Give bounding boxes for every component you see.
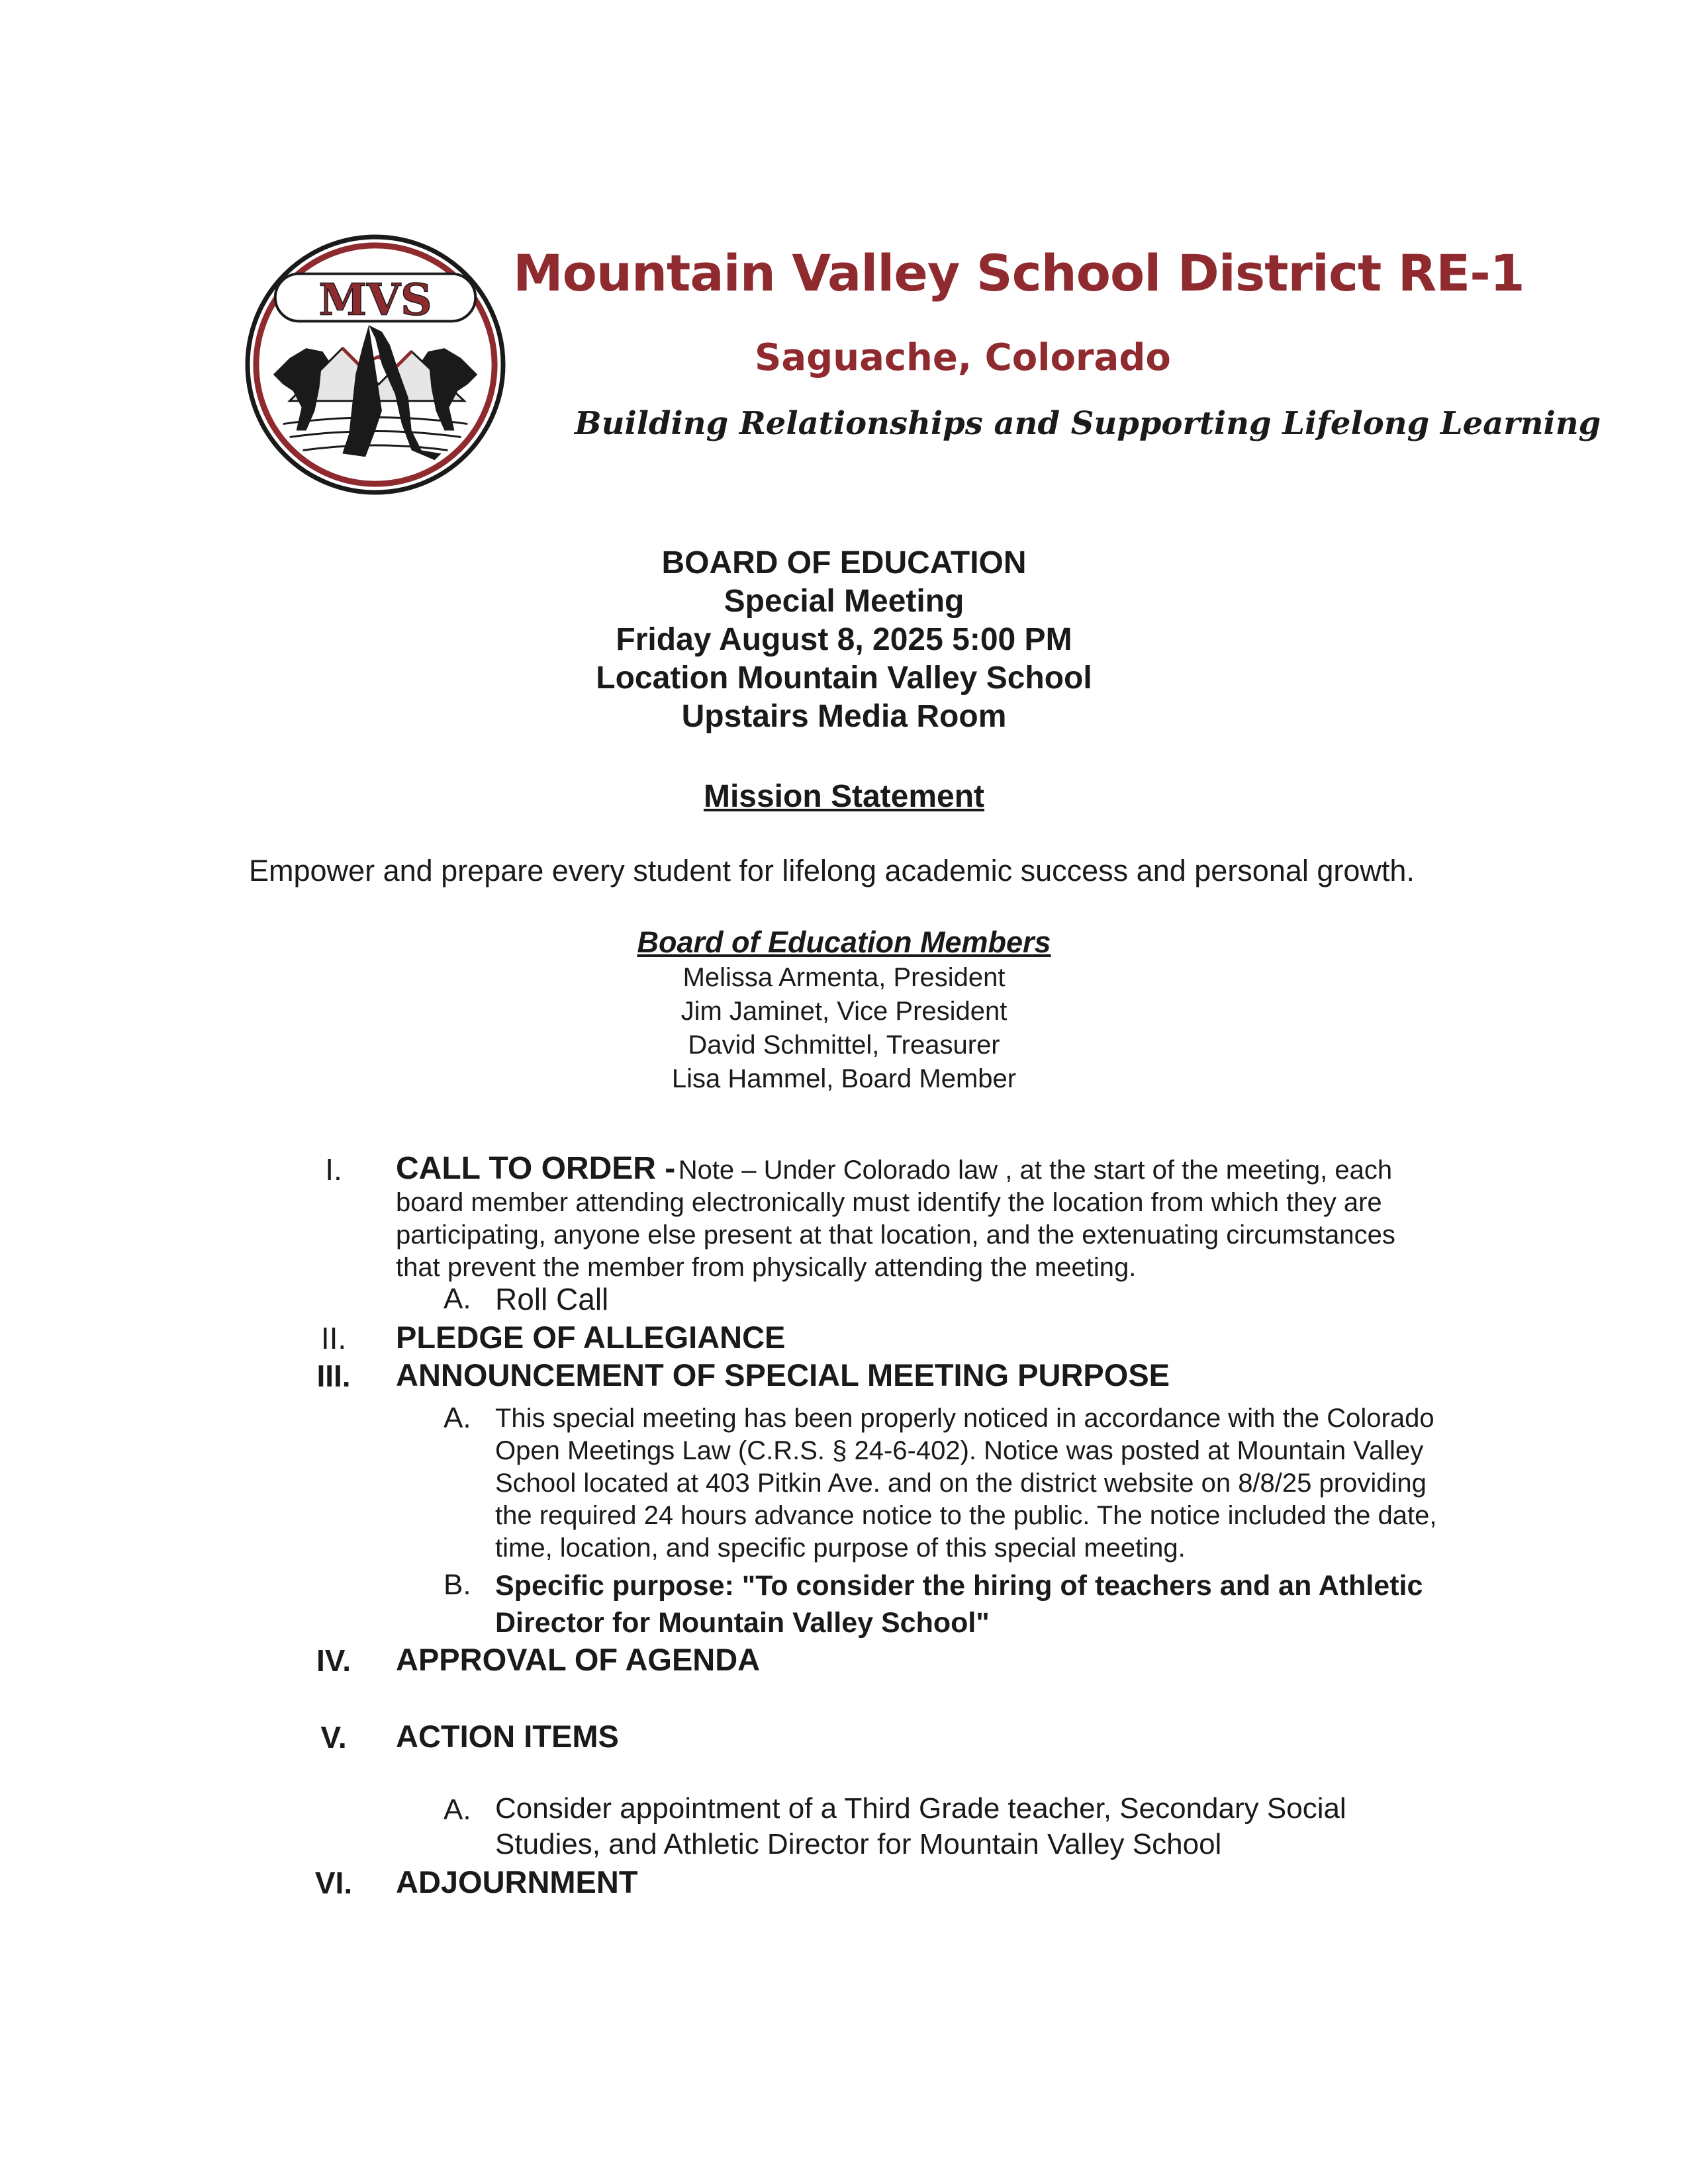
- mission-text: Empower and prepare every student for lifelong academic success and personal growth.: [249, 854, 1415, 887]
- board-members-heading: Board of Education Members: [637, 925, 1051, 959]
- board-member: Jim Jaminet, Vice President: [680, 997, 1008, 1026]
- agenda-number: V.: [320, 1720, 347, 1754]
- note-line: participating, anyone else present at that location, and the extenuating circumstances: [396, 1220, 1395, 1250]
- district-tagline: Building Relationships and Supporting Lifelong Learning: [575, 405, 1601, 442]
- meeting-notice-text: [495, 1402, 1436, 1565]
- action-item-text: [495, 1791, 1346, 1862]
- sub-item-letter: B.: [444, 1569, 471, 1601]
- note-line: that prevent the member from physically attending the meeting.: [396, 1253, 1137, 1282]
- notice-line: School located at 403 Pitkin Ave. and on the district website on 8/8/25 providing: [495, 1469, 1427, 1498]
- agenda-title-announcement: ANNOUNCEMENT OF SPECIAL MEETING PURPOSE: [396, 1357, 1170, 1392]
- specific-purpose: [495, 1567, 1423, 1641]
- sub-item-letter: A.: [444, 1794, 471, 1826]
- agenda-title-approval: APPROVAL OF AGENDA: [396, 1642, 761, 1677]
- board-member: David Schmittel, Treasurer: [688, 1030, 1000, 1060]
- agenda-title-pledge: PLEDGE OF ALLEGIANCE: [396, 1320, 786, 1355]
- agenda-title: CALL TO ORDER -: [396, 1151, 676, 1186]
- notice-line: the required 24 hours advance notice to the public. The notice included the date,: [495, 1501, 1437, 1530]
- board-member: Melissa Armenta, President: [682, 963, 1006, 992]
- district-location: Saguache, Colorado: [755, 336, 1171, 379]
- call-to-order-note: Note – Under Colorado law , at the start of the meeting, each: [678, 1156, 1393, 1185]
- notice-line: Open Meetings Law (C.R.S. § 24-6-402). Notice was posted at Mountain Valley: [495, 1436, 1424, 1465]
- meeting-header-line: Upstairs Media Room: [681, 699, 1007, 734]
- purpose-line: Director for Mountain Valley School": [495, 1607, 990, 1639]
- sub-item-letter: A.: [444, 1283, 471, 1315]
- meeting-header: [0, 544, 1688, 736]
- call-to-order-note-cont: [396, 1187, 1395, 1284]
- meeting-header-line: Friday August 8, 2025 5:00 PM: [616, 622, 1072, 657]
- meeting-header-line: Special Meeting: [724, 584, 964, 619]
- meeting-header-line: Location Mountain Valley School: [596, 660, 1092, 696]
- meeting-header-line: BOARD OF EDUCATION: [661, 545, 1027, 580]
- agenda-number: IV.: [316, 1643, 352, 1678]
- agenda-title-action-items: ACTION ITEMS: [396, 1719, 619, 1754]
- board-member: Lisa Hammel, Board Member: [671, 1064, 1017, 1093]
- sub-item-letter: A.: [444, 1402, 471, 1434]
- action-line: Consider appointment of a Third Grade teacher, Secondary Social: [495, 1792, 1346, 1825]
- notice-line: time, location, and specific purpose of this special meeting.: [495, 1533, 1186, 1563]
- agenda-item-call-to-order: [396, 1150, 1392, 1187]
- board-members-list: [0, 961, 1688, 1096]
- note-line: board member attending electronically must identify the location from which they are: [396, 1188, 1382, 1217]
- district-name: Mountain Valley School District RE-1: [513, 244, 1524, 302]
- logo-text: MVS: [318, 274, 432, 326]
- roll-call: Roll Call: [495, 1282, 609, 1316]
- purpose-line: Specific purpose: "To consider the hiring of teachers and an Athletic: [495, 1570, 1423, 1602]
- mission-heading: Mission Statement: [703, 779, 985, 814]
- action-line: Studies, and Athletic Director for Mountain Valley School: [495, 1828, 1222, 1860]
- agenda-number: II.: [320, 1321, 347, 1355]
- agenda-title-adjournment: ADJOURNMENT: [396, 1864, 638, 1899]
- agenda-number: VI.: [314, 1866, 353, 1900]
- agenda-number: I.: [325, 1152, 342, 1187]
- district-logo: [244, 233, 507, 496]
- notice-line: This special meeting has been properly noticed in accordance with the Colorado: [495, 1404, 1434, 1433]
- agenda-number: III.: [316, 1359, 351, 1393]
